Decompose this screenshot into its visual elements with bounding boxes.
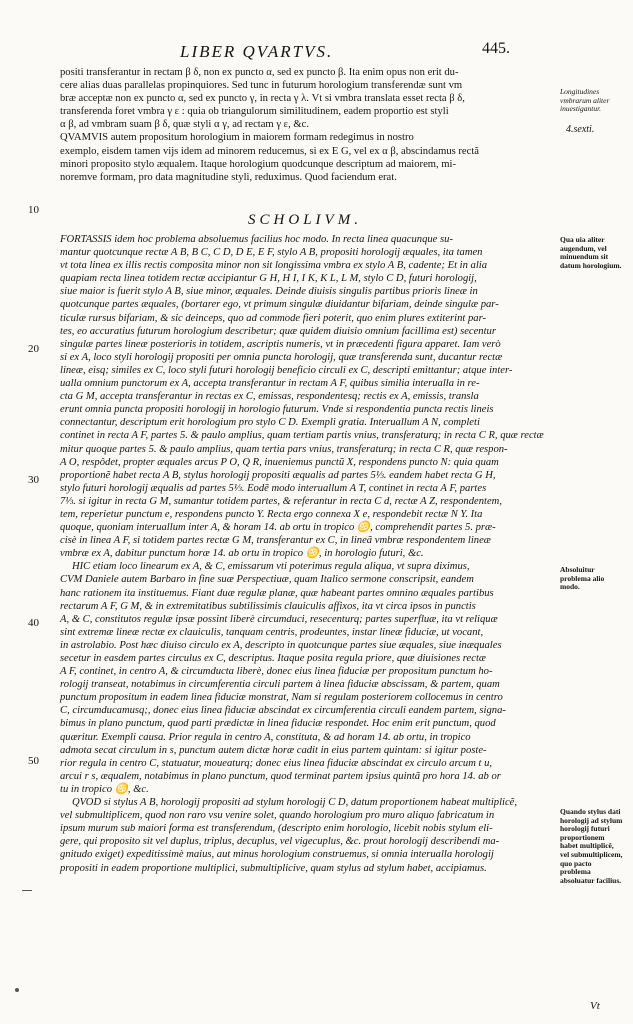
- text-line: gnitudo exiget) expeditissimè maius, aut minus horologium construemus, si omnia interualla horologij: [60, 849, 494, 861]
- text-line: propositi in eadem proportione multiplici, submultiplicive, quam stylus ad stylum habet, accipiamus.: [60, 862, 487, 874]
- text-line: hanc rationem ita instituemus. Fiant duæ regulæ planæ, quæ habeant partes omnino æquales partibus: [60, 587, 494, 599]
- text-line: ualla omnium punctorum ex A, accepta transferantur in rectam A F, quibus similia interualla in re-: [60, 378, 480, 390]
- text-line: noremve formam, pro data magnitudine styli, reduximus. Quod faciendum erat.: [60, 171, 397, 183]
- section-heading: SCHOLIVM.: [248, 212, 362, 228]
- ink-spot: [15, 988, 19, 992]
- line-number: 40: [28, 617, 39, 629]
- text-line: siue maior is fuerit stylo A B, siue minor, æquales. Deinde diuisis singulis partibus prioris lineæ in: [60, 286, 478, 298]
- scholium-text-block: [60, 233, 552, 875]
- page-mark: [22, 890, 32, 897]
- text-line: exemplo, eisdem tamen vijs idem ad minorem reducemus, si ex E G, vel ex α β, abscindamus rectã: [60, 145, 479, 157]
- text-line: connectantur, descriptum erit horologium pro stylo C D. Exempli gratia. Interuallum A N, completi: [60, 417, 480, 429]
- text-line: HIC etiam loco linearum ex A, & C, emissarum vti poterimus regula aliqua, vt supra diximus,: [72, 561, 470, 573]
- text-line: A F, continet, in centro A, & circumducta liberè, donec eius linea fiduciæ per propositum punctum ho-: [60, 666, 493, 678]
- text-line: quotcunque partes æquales, (bortarer ego, vt primum singulæ diuidantur bifariam, deinde singulæ par-: [60, 299, 499, 311]
- margin-note: Quando stylus dati horologij ad stylum horologij futuri proportionem habet multiplicẽ, vel submultiplicem, quo pacto problema absoluatur facilius.: [560, 807, 623, 885]
- top-text-block: [60, 66, 552, 184]
- catchword: Vt: [590, 1000, 600, 1012]
- text-line: erunt omnia puncta propositi horologij in horologio futurum. Vnde si respondentia puncta rectis lineis: [60, 404, 494, 416]
- text-line: tem, reperietur punctum e, respondens puncto Y. Recta ergo connexa X e, respondebit rectæ N Y. Ita: [60, 508, 483, 520]
- text-line: vmbræ ex A, dabitur punctum horæ 14. ab ortu in tropico ♋, in horologio futuri, &c.: [60, 548, 424, 560]
- text-line: ticulæ rursus bifariam, & sic deinceps, quo ad commode fieri poterit, quo enim plures extiterint par-: [60, 312, 487, 324]
- text-line: arcui r s, æqualem, notabimus in plano punctum, quod terminat partem ipsius quintã pro hora 14. ab or: [60, 770, 501, 782]
- text-line: C, circumducamusq;, donec eius linea fiduciæ abscindat ex circumferentia circuli eandem partem, signa-: [60, 705, 506, 717]
- text-line: cta G M, accepta transferantur in rectas ex C, emissas, respondentesq; rectis ex A, emissis, transla: [60, 391, 479, 403]
- text-line: vt tota linea ex illis rectis composita minor non sit longissima vmbra ex stylo A B, cadente; Et in alia: [60, 260, 488, 272]
- text-line: punctum propositum in eadem linea fiduciæ monstrat, Nam si regulam posteriorem collocemus in centro: [60, 692, 503, 704]
- text-line: mantur quotcunque rectæ A B, B C, C D, D E, E F, stylo A B, propositi horologij æquales, ita tamen: [60, 247, 483, 259]
- text-line: cisè in linea A F, si totidem partes rectæ G M, transferantur ex C, in lineã vmbræ respondentem lineæ: [60, 535, 491, 547]
- page-number: 445.: [482, 40, 510, 57]
- text-line: α β, ad vmbram suam β δ, quæ styli α γ, ad rectam γ ε, &c.: [60, 119, 309, 131]
- line-number: 50: [28, 755, 39, 767]
- text-line: cere alias duas parallelas propinquiores. Sed tunc in futurum horologium transferendæ sunt vm: [60, 80, 463, 92]
- margin-note: Longitudines vmbrarum aliter inuestigantur.: [560, 87, 610, 114]
- text-line: bimus in plano punctum, quod parti prædictæ in linea fiduciæ respondet. Hoc enim erit punctum, quod: [60, 718, 496, 730]
- text-line: proportionẽ habet recta A B, stylus horologij propositi æqualis ad partes 5⅓. eandem habet recta G H,: [60, 469, 496, 481]
- margin-note: Qua uia aliter augendum, vel minuendum sit datum horologium.: [560, 235, 622, 270]
- text-line: bræ acceptæ non ex puncto α, sed ex puncto γ, in recta γ λ. Vt si vmbra translata esset recta β δ,: [60, 93, 465, 105]
- text-line: vel submultiplicem, quod non raro vsu venire solet, quando horologium pro muro aliquo fabricatum in: [60, 810, 495, 822]
- line-number: 20: [28, 343, 39, 355]
- text-line: quæritur. Exempli causa. Prior regula in centro A, constituta, & ad horam 14. ab ortu, in tropico: [60, 731, 471, 743]
- text-line: CVM Daniele autem Barbaro in fine suæ Perspectiuæ, quam Italico sermone conscripsit, eandem: [60, 574, 474, 586]
- text-line: QVOD si stylus A B, horologij propositi ad stylum horologij C D, datum proportionem habeat multiplicẽ,: [72, 797, 518, 809]
- text-line: FORTASSIS idem hoc problema absoluemus facilius hoc modo. In recta linea quacunque su-: [60, 234, 453, 245]
- text-line: admota secat circulum in s, punctum autem dictæ horæ cadit in eius partem quintam: si igitur poste-: [60, 744, 487, 756]
- text-line: quapiam recta linea totidem rectæ accipiantur G H, H I, I K, K L, L M, stylo C D, futuri horologij,: [60, 273, 477, 285]
- text-line: ipsum murum sub maiori forma est transferendum, (descripto enim horologio, licebit nobis stylum eli-: [60, 823, 493, 835]
- running-head: LIBER QVARTVS.: [180, 42, 334, 61]
- text-line: sint extremæ lineæ rectæ ex clauiculis, tanquam centris, prodeuntes, instar lineæ fiduciæ, ut vocant,: [60, 626, 484, 638]
- text-line: gere, qui proposito sit vel duplus, triplus, decuplus, vel vigecuplus, &c. prout horologij describendi ma-: [60, 836, 500, 848]
- text-line: tu in tropico ♋, &c.: [60, 783, 149, 795]
- text-line: minori proposito stylo æqualem. Itaque horologium quodcunque descriptum ad maiorem, mi-: [60, 158, 457, 170]
- text-line: 7⅓. si igitur in recta G M, sumantur totidem partes, & referantur in recta C d, rectæ A Z, respondentem,: [60, 495, 502, 507]
- text-line: transferenda foret vmbra γ ε : quia ob triangulorum similitudinem, eadem proportio est styli: [60, 106, 449, 118]
- text-line: secetur in easdem partes circulus ex C, descriptus. Itaque posita regula priore, quæ diuisiones rectæ: [60, 653, 486, 664]
- text-line: A, & C, constitutos regulæ ipsæ possint liberè circumduci, resecenturq; partes superfluæ, ita vt reliquæ: [60, 613, 498, 625]
- text-line: singulæ partes lineæ posterioris in totidem, ascriptis numeris, vt in præcedenti figura apparet. Iam verò: [60, 338, 501, 350]
- text-line: positi transferantur in rectam β δ, non ex puncto α, sed ex puncto β. Ita enim opus non erit du-: [60, 67, 459, 78]
- text-line: stylo futuri horologij æqualis ad partes 5⅓. Eodẽ modo interuallum A T, continet in recta A F, partes: [60, 482, 487, 494]
- text-line: quoque, quoniam interuallum inter A, & horam 14. ab ortu in tropico ♋, comprehendit partes 5. præ-: [60, 522, 496, 534]
- margin-reference: 4.sexti.: [566, 124, 595, 135]
- text-line: QVAMVIS autem propositum horologium in maiorem formam redegimus in nostro: [60, 132, 414, 144]
- text-line: rectarum A F, G M, & in extremitatibus subtilissimis clauiculis affixos, ita vt circa ipsos in punctis: [60, 600, 476, 612]
- text-line: lineæ, eisq; similes ex C, loco styli futuri horologij beneficio circuli ex C, descripti emittantur; atque inter-: [60, 364, 513, 376]
- text-line: A O, respôdet, propter æquales arcus P O, Q R, inueniemus punctũ X, respondens puncto N: quia quam: [60, 456, 499, 468]
- text-line: continet in recta A F, partes 5. & paulo amplius, quam tertiam partis vnius, transferaturq; in recta C R, quæ rectæ: [60, 430, 544, 442]
- text-line: rologij transeat, notabimus in circumferentia circuli partem à linea fiduciæ abscissam, & partem, quam: [60, 679, 500, 691]
- line-number: 30: [28, 474, 39, 486]
- text-line: mitur quoque partes 5. & paulo amplius, quam tertia pars vnius, transferaturq; in recta C R, quæ respon-: [60, 443, 508, 455]
- text-line: si ex A, loco styli horologij propositi per omnia puncta horologij, quæ transferenda sunt, ducantur rectæ: [60, 351, 503, 363]
- text-line: in astrolabio. Post hæc diuiso circulo ex A, descripto in quotcunque partes siue æquales, siue inæquales: [60, 639, 502, 651]
- text-line: tes, eo accuratius futurum horologium describetur; quæ quidem diuisio omnium facillima est) secentur: [60, 325, 496, 337]
- margin-note: Absoluitur problema alio modo.: [560, 565, 605, 592]
- line-number: 10: [28, 204, 39, 216]
- text-line: rior regula in centro C, statuatur, moueaturq; donec eius linea fiduciæ abscindat ex circulo arcum t u,: [60, 757, 493, 769]
